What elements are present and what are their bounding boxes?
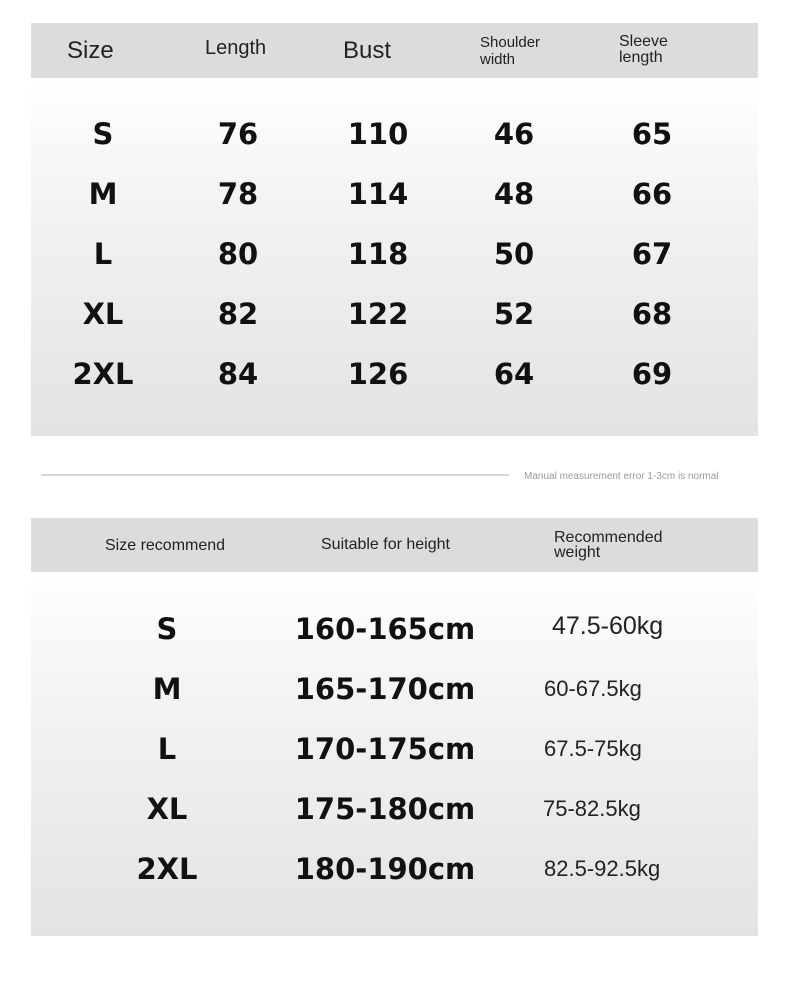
length-cell: 80 [217, 237, 259, 271]
weight-cell: 67.5-75kg [544, 736, 642, 761]
shoulder-cell: 48 [493, 177, 535, 211]
shoulder-cell: 46 [493, 117, 535, 151]
size-cell: L [93, 237, 113, 271]
height-cell: 175-180cm [294, 792, 476, 826]
measurement-note: Manual measurement error 1-3cm is normal [524, 471, 719, 482]
recommend-chart-header [31, 518, 758, 572]
length-cell: 84 [217, 357, 259, 391]
length-cell: 76 [217, 117, 259, 151]
recommend-chart-body [31, 572, 758, 936]
weight-cell: 47.5-60kg [552, 612, 664, 640]
shoulder-cell: 50 [493, 237, 535, 271]
weight-cell: 82.5-92.5kg [544, 856, 661, 881]
size-cell: XL [146, 792, 188, 826]
bust-cell: 118 [347, 237, 409, 271]
size-cell: M [88, 177, 118, 211]
size-chart-header [31, 23, 758, 78]
height-cell: 180-190cm [294, 852, 476, 886]
header-bust: Bust [343, 37, 392, 64]
header-sleeve-length-line1: Sleeve [619, 33, 668, 50]
header-recommended-weight-line2: weight [554, 544, 601, 561]
size-cell: 2XL [136, 852, 198, 886]
height-cell: 160-165cm [294, 612, 476, 646]
header-size: Size [67, 37, 114, 64]
weight-cell: 75-82.5kg [543, 796, 641, 821]
size-cell: L [157, 732, 177, 766]
size-cell: 2XL [72, 357, 134, 391]
size-cell: S [156, 612, 178, 646]
bust-cell: 110 [347, 117, 409, 151]
bust-cell: 126 [347, 357, 409, 391]
height-cell: 165-170cm [294, 672, 476, 706]
bust-cell: 122 [347, 297, 409, 331]
sleeve-cell: 69 [631, 357, 673, 391]
size-cell: S [92, 117, 114, 151]
size-chart [31, 23, 758, 436]
bust-cell: 114 [347, 177, 409, 211]
shoulder-cell: 52 [493, 297, 535, 331]
header-length: Length [205, 37, 267, 59]
header-shoulder-width-line2: width [480, 51, 516, 68]
length-cell: 82 [217, 297, 259, 331]
sleeve-cell: 66 [631, 177, 673, 211]
recommend-chart [31, 518, 758, 936]
weight-cell: 60-67.5kg [544, 676, 642, 701]
sleeve-cell: 65 [631, 117, 673, 151]
header-recommended-weight-line1: Recommended [554, 529, 663, 546]
sleeve-cell: 68 [631, 297, 673, 331]
length-cell: 78 [217, 177, 259, 211]
sleeve-cell: 67 [631, 237, 673, 271]
header-shoulder-width-line1: Shoulder [480, 34, 541, 51]
size-cell: M [152, 672, 182, 706]
shoulder-cell: 64 [493, 357, 535, 391]
size-cell: XL [82, 297, 124, 331]
divider-line [41, 474, 509, 476]
header-size-recommend: Size recommend [105, 537, 226, 554]
height-cell: 170-175cm [294, 732, 476, 766]
header-sleeve-length-line2: length [619, 49, 663, 66]
size-chart-body [31, 78, 758, 436]
header-suitable-height: Suitable for height [321, 536, 450, 553]
